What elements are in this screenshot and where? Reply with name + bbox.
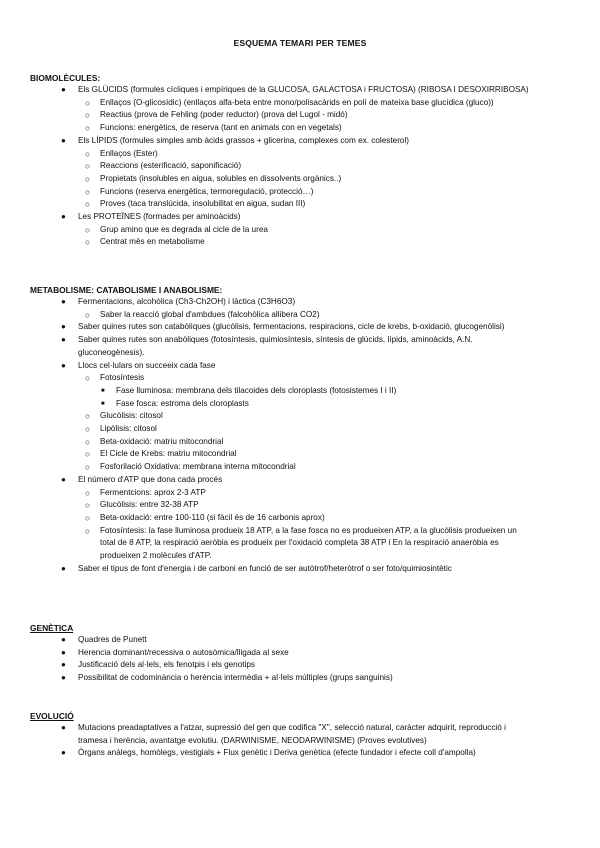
list-item xyxy=(30,186,575,199)
bullet-list xyxy=(30,722,575,760)
list-item xyxy=(30,321,575,334)
filled-bullet-icon: ● xyxy=(61,85,66,94)
section-heading: EVOLUCIÓ xyxy=(30,711,74,721)
section-0 xyxy=(30,72,575,249)
filled-bullet-icon: ● xyxy=(61,748,66,758)
list-item-text: Centrat més en metabolisme xyxy=(100,237,205,247)
hollow-bullet-icon: ○ xyxy=(85,500,91,511)
hollow-bullet-icon: ○ xyxy=(85,512,91,523)
list-item-text: Fermentcions: aprox 2-3 ATP xyxy=(100,487,206,497)
square-bullet-icon: ■ xyxy=(101,387,105,394)
list-item xyxy=(30,347,575,360)
list-item xyxy=(30,135,575,148)
list-item xyxy=(30,423,575,436)
list-item-text: Propietats (insolubles en aigua, solubles en dissolvents orgànics..) xyxy=(100,173,342,183)
bullet-list xyxy=(30,84,575,249)
list-item xyxy=(30,747,575,760)
list-item-text: total de 8 ATP, la respiració aeròbia es produeix per l'oxidació completa 38 ATP i En la respiració anaeròbia es xyxy=(100,538,499,548)
list-item-text: Les PROTEÏNES (formades per aminoàcids) xyxy=(78,212,241,222)
list-item-text: Funcions: energètics, de reserva (tant en animals con en vegetals) xyxy=(100,123,342,133)
list-item xyxy=(30,372,575,385)
list-item xyxy=(30,647,575,660)
section-2 xyxy=(30,622,575,685)
list-item xyxy=(30,448,575,461)
square-bullet-icon: ■ xyxy=(101,400,105,407)
hollow-bullet-icon: ○ xyxy=(85,237,91,248)
hollow-bullet-icon: ○ xyxy=(85,462,91,473)
hollow-bullet-icon: ○ xyxy=(85,411,91,422)
list-item-text: Lipòlisis: citosol xyxy=(100,424,157,434)
list-item-text: Fase lluminosa: membrana dels tilacoides dels cloroplasts (fotosistemes I i II) xyxy=(116,385,397,395)
filled-bullet-icon: ● xyxy=(61,635,66,644)
hollow-bullet-icon: ○ xyxy=(85,199,91,210)
list-item-text: produeixen 2 molècules d'ATP. xyxy=(100,551,212,561)
list-item xyxy=(30,198,575,211)
filled-bullet-icon: ● xyxy=(61,647,66,657)
list-item xyxy=(30,512,575,525)
list-item xyxy=(30,109,575,122)
hollow-bullet-icon: ○ xyxy=(85,224,91,235)
list-item xyxy=(30,550,575,563)
list-item-text: Saber quines rutes son anabòliques (fotosíntesis, quimiosíntesis, síntesis de glúcids, lípids, aminoàcids, A.N. xyxy=(78,335,473,345)
filled-bullet-icon: ● xyxy=(61,474,66,484)
list-item xyxy=(30,537,575,550)
document-title: ESQUEMA TEMARI PER TEMES xyxy=(233,38,367,48)
hollow-bullet-icon: ○ xyxy=(85,525,91,536)
list-item-text: tramesa i herència, avantatge evolutiu. (DARWINISME, NEODARWINISME) (Proves evolutives) xyxy=(78,735,427,745)
list-item-text: Fosforilació Oxidativa: membrana interna mitocondrial xyxy=(100,462,296,472)
list-item-text: Justificació dels al·lels, els fenotpis i els genotips xyxy=(78,660,256,670)
list-item xyxy=(30,487,575,500)
filled-bullet-icon: ● xyxy=(61,360,66,370)
list-item-text: Els LÍPIDS (formules simples amb àcids grassos + glicerina, complexes com ex. colesterol) xyxy=(78,135,410,145)
list-item-text: El número d'ATP que dona cada procés xyxy=(78,474,223,484)
list-item xyxy=(30,173,575,186)
filled-bullet-icon: ● xyxy=(61,297,66,306)
list-item xyxy=(30,672,575,685)
filled-bullet-icon: ● xyxy=(61,135,66,145)
list-item xyxy=(30,436,575,449)
list-item-text: Fotosíntesis xyxy=(100,373,145,383)
list-item xyxy=(30,563,575,576)
filled-bullet-icon: ● xyxy=(61,322,66,332)
list-item xyxy=(30,148,575,161)
list-item-text: Grup amino que es degrada al cicle de la urea xyxy=(100,224,268,234)
list-item-text: Herencia dominant/recessiva o autosòmica/lligada al sexe xyxy=(78,647,289,657)
list-item-text: Beta-oxidació: entre 100-110 (si fàcil és de 16 carbonis aprox) xyxy=(100,512,325,522)
hollow-bullet-icon: ○ xyxy=(85,161,91,172)
list-item-text: gluconeogènesis). xyxy=(78,347,145,357)
bullet-list xyxy=(30,296,575,575)
hollow-bullet-icon: ○ xyxy=(85,148,91,159)
list-item xyxy=(30,122,575,135)
list-item-text: Funcions (reserva energètica, termoregulació, protecció…) xyxy=(100,186,314,196)
list-item xyxy=(30,236,575,249)
list-item-text: Òrgans anàlegs, homòlegs, vestigials + Flux genètic i Deriva genètica (efecte fundador i efecte coll d'ampolla) xyxy=(78,748,476,758)
filled-bullet-icon: ● xyxy=(61,660,66,670)
hollow-bullet-icon: ○ xyxy=(85,449,91,460)
section-heading: BIOMOLÈCULES: xyxy=(30,73,101,83)
hollow-bullet-icon: ○ xyxy=(85,173,91,184)
list-item xyxy=(30,735,575,748)
list-item-text: Glucòlisis: citosol xyxy=(100,411,163,421)
list-item-text: Reaccions (esterificació, saponificació) xyxy=(100,161,242,171)
hollow-bullet-icon: ○ xyxy=(85,436,91,447)
list-item xyxy=(30,474,575,487)
list-item xyxy=(30,410,575,423)
filled-bullet-icon: ● xyxy=(61,563,66,573)
list-item xyxy=(30,385,575,398)
bullet-list xyxy=(30,634,575,685)
list-item-text: El Cicle de Krebs: matriu mitocondrial xyxy=(100,449,237,459)
hollow-bullet-icon: ○ xyxy=(85,123,91,134)
list-item xyxy=(30,160,575,173)
filled-bullet-icon: ● xyxy=(61,673,66,683)
list-item xyxy=(30,224,575,237)
hollow-bullet-icon: ○ xyxy=(85,309,91,320)
hollow-bullet-icon: ○ xyxy=(85,97,91,108)
hollow-bullet-icon: ○ xyxy=(85,110,91,121)
hollow-bullet-icon: ○ xyxy=(85,487,91,498)
hollow-bullet-icon: ○ xyxy=(85,424,91,435)
list-item-text: Fermentacions, alcohòlica (Ch3-Ch2OH) i làctica (C3H6O3) xyxy=(78,297,296,306)
list-item-text: Llocs cel·lulars on succeeix cada fase xyxy=(78,360,216,370)
list-item xyxy=(30,309,575,322)
list-item xyxy=(30,360,575,373)
list-item-text: Glucòlisis: entre 32-38 ATP xyxy=(100,500,199,510)
list-item-text: Enllaços (O-glicosídic) (enllaços alfa-beta entre mono/polisacàrids en polí de mateixa base glucídica (gluco)) xyxy=(100,97,494,107)
filled-bullet-icon: ● xyxy=(61,723,66,732)
section-1 xyxy=(30,284,575,575)
list-item-text: Beta-oxidació: matriu mitocondrial xyxy=(100,436,224,446)
hollow-bullet-icon: ○ xyxy=(85,373,91,384)
section-heading: GENÈTICA xyxy=(30,623,74,633)
list-item xyxy=(30,211,575,224)
list-item-text: Enllaços (Ester) xyxy=(100,148,158,158)
list-item-text: Els GLÚCIDS (formules cícliques i empíriques de la GLUCOSA, GALACTOSA i FRUCTOSA) (RIBOSA I DESOXIRRIBOSA) xyxy=(78,85,529,94)
filled-bullet-icon: ● xyxy=(61,335,66,345)
list-item-text: Saber la reacció global d'ambdues (falcohòlica allibera CO2) xyxy=(100,309,320,319)
filled-bullet-icon: ● xyxy=(61,212,66,222)
list-item xyxy=(30,84,575,97)
section-3 xyxy=(30,710,575,760)
list-item xyxy=(30,296,575,309)
section-heading: METABOLISME: CATABOLISME I ANABOLISME: xyxy=(30,285,223,295)
list-item xyxy=(30,499,575,512)
list-item xyxy=(30,97,575,110)
list-item xyxy=(30,722,575,735)
list-item-text: Quadres de Punett xyxy=(78,635,147,644)
list-item xyxy=(30,634,575,647)
list-item xyxy=(30,461,575,474)
list-item xyxy=(30,659,575,672)
list-item-text: Saber el tipus de font d'energia i de carboni en funció de ser autòtrof/heteròtrof o ser foto/quimiosintètic xyxy=(78,563,452,573)
list-item-text: Reactius (prova de Fehling (poder reductor) (prova del Lugol - midó) xyxy=(100,110,348,120)
list-item xyxy=(30,525,575,538)
list-item xyxy=(30,398,575,411)
list-item xyxy=(30,334,575,347)
list-item-text: Mutacions preadaptatives a l'atzar, supressió del gen que codifica "X", selecció natural, caràcter adquirit, reproducció i xyxy=(78,723,506,732)
list-item-text: Fotosíntesis: la fase lluminosa produeix 18 ATP, a la fase fosca no es produeixen ATP, a la glucòlisis produeixen un xyxy=(100,525,517,535)
list-item-text: Proves (taca translúcida, insolubilitat en aigua, sudan III) xyxy=(100,199,306,209)
hollow-bullet-icon: ○ xyxy=(85,186,91,197)
list-item-text: Fase fosca: estroma dels cloroplasts xyxy=(116,398,249,408)
list-item-text: Possibilitat de codominància o herència intermèdia + al·lels múltiples (grups sanguinis) xyxy=(78,673,393,683)
list-item-text: Saber quines rutes son catabòliques (glucòlisis, fermentacions, respiracions, cicle de krebs, b-oxidació, glucogenòlisi) xyxy=(78,322,505,332)
